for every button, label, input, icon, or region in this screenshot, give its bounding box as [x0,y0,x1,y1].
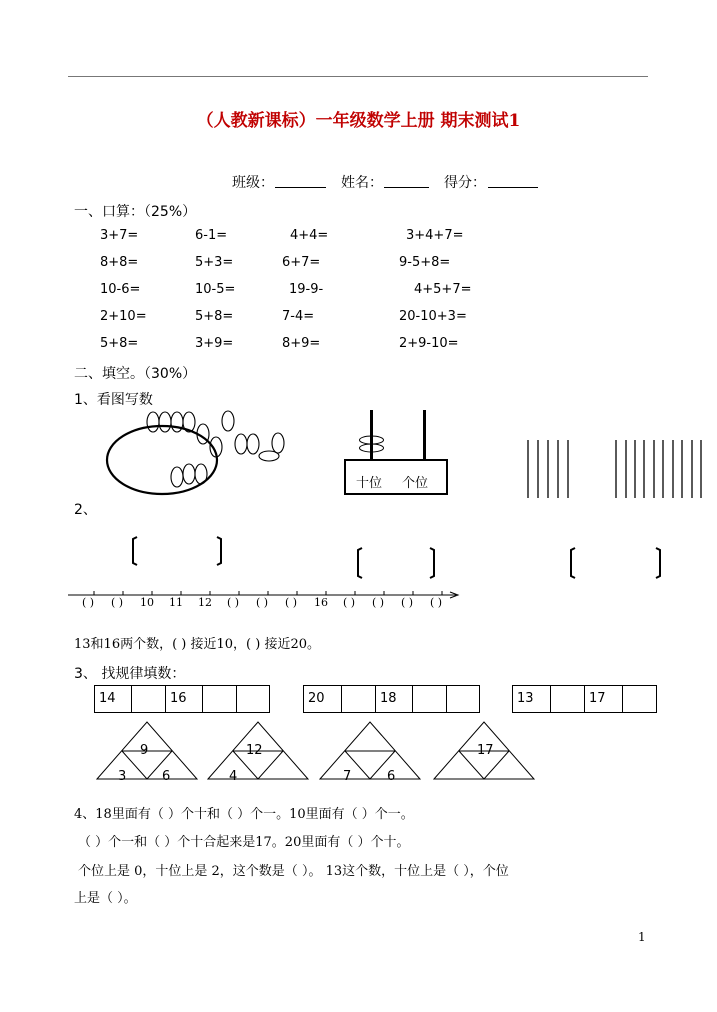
calc-item: 5+8= [195,309,234,324]
number-line [0,586,717,616]
triangle-right-value: 6 [387,769,396,784]
calc-item: 4+5+7= [414,282,472,297]
triangle-left-value: 4 [229,769,238,784]
numberline-label: ( ) [401,596,414,609]
section1-heading: 一、口算：（25%） [74,204,197,220]
abacus-ones-label: 个位 [402,476,429,491]
oval [183,412,195,432]
seq-cell: 16 [166,686,203,712]
q3-label: 3、 找规律填数： [74,666,186,682]
numberline-label: 10 [140,596,154,609]
name-label: 姓名： [341,175,383,191]
sticks-picture [520,410,710,502]
oval [159,412,171,432]
triangle-left-value: 7 [343,769,352,784]
calc-item: 10-5= [195,282,236,297]
ovals-picture [100,405,300,500]
calc-item: 20-10+3= [399,309,467,324]
seq-cell: 18 [376,686,413,712]
calc-item: 10-6= [100,282,141,297]
calc-item: 2+10= [100,309,147,324]
class-label: 班级： [232,175,274,191]
q4-line1: 4、18里面有（ ）个十和（ ）个一。10里面有（ ）个一。 [74,807,414,822]
numberline-label: ( ) [227,596,240,609]
seq-cell: 17 [585,686,623,712]
seq-cell [413,686,447,712]
sequence-box-1 [94,685,270,713]
number-triangles [0,718,717,783]
calc-item: 3+7= [100,228,139,243]
numberline-label: 12 [198,596,212,609]
triangle-right-value: 6 [162,769,171,784]
calc-item: 8+8= [100,255,139,270]
class-blank [275,187,326,188]
calc-item: 5+3= [195,255,234,270]
oval [183,464,195,484]
seq-cell [237,686,269,712]
oval [259,451,279,461]
triangle-left-value: 3 [118,769,127,784]
calc-item: 6+7= [282,255,321,270]
oval [272,433,284,453]
q4-line4: 上是（ ）。 [74,891,137,906]
calc-item: 7-4= [282,309,315,324]
oval [247,434,259,454]
sequence-box-3 [512,685,657,713]
seq-cell [551,686,585,712]
numberline-label: ( ) [285,596,298,609]
top-rule [68,76,648,77]
seq-cell [623,686,656,712]
q1-label: 1、看图写数 [74,392,153,408]
seq-cell: 14 [95,686,132,712]
calc-item: 3+9= [195,336,234,351]
q2-label: 2、 [74,502,97,518]
numberline-label: 11 [169,596,183,609]
triangle-top-value: 12 [246,743,263,758]
calc-item: 5+8= [100,336,139,351]
oval [171,467,183,487]
triangle-top-value: 9 [140,743,149,758]
numberline-label: 16 [314,596,328,609]
numberline-label: ( ) [111,596,124,609]
q2-text: 13和16两个数，( ) 接近10，( ) 接近20。 [74,637,320,652]
seq-cell [132,686,166,712]
seq-cell [342,686,376,712]
page-title: （人教新课标）一年级数学上册 期末测试1 [196,111,521,131]
page-number: 1 [638,930,646,944]
triangle-top-value: 17 [477,743,494,758]
oval [171,412,183,432]
seq-cell [203,686,237,712]
oval [147,412,159,432]
oval [195,464,207,484]
sequence-box-2 [303,685,480,713]
numberline-label: ( ) [82,596,95,609]
calc-item: 19-9- [289,282,324,297]
calc-item: 8+9= [282,336,321,351]
seq-cell: 20 [304,686,342,712]
seq-cell [447,686,479,712]
triangle-3 [320,722,420,779]
calc-item: 3+4+7= [406,228,464,243]
oval [235,434,247,454]
abacus-tens-label: 十位 [356,476,383,491]
seq-cell: 13 [513,686,551,712]
q4-line2: （ ）个一和（ ）个十合起来是17。20里面有（ ）个十。 [78,835,410,850]
score-label: 得分： [444,175,486,191]
calc-item: 6-1= [195,228,228,243]
numberline-label: ( ) [430,596,443,609]
numberline-label: ( ) [256,596,269,609]
numberline-label: ( ) [372,596,385,609]
bracket-markers [0,530,717,590]
name-blank [384,187,429,188]
section2-heading: 二、填空。（30%） [74,366,197,382]
calc-item: 2+9-10= [399,336,459,351]
score-blank [488,187,538,188]
calc-item: 9-5+8= [399,255,451,270]
q4-line3: 个位上是 0，十位上是 2，这个数是（ ）。 13这个数，十位上是（ ），个位 [78,864,509,879]
calc-item: 4+4= [290,228,329,243]
numberline-label: ( ) [343,596,356,609]
oval [222,411,234,431]
